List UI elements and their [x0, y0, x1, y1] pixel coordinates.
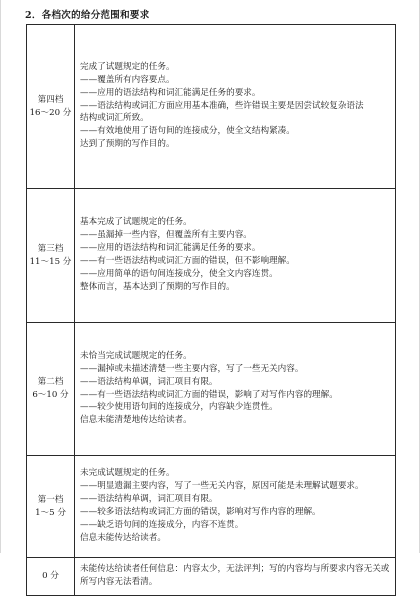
criteria-line: 未完成试题规定的任务。	[80, 468, 175, 479]
table-row	[27, 456, 396, 558]
criteria-line: ——应用的语法结构和词汇能满足任务的要求。	[80, 243, 261, 254]
criteria-line: ——语法结构或词汇方面应用基本准确，些许错误主要是因尝试较复杂语法	[80, 100, 364, 111]
criteria-line: 结构或词汇所致。	[80, 113, 149, 124]
level-name: 0 分	[42, 571, 59, 582]
grading-table	[26, 24, 396, 596]
score-range: 6～10 分	[32, 390, 69, 400]
level-name: 第二档	[37, 377, 64, 388]
criteria-line: ——漏掉或未描述清楚一些主要内容，写了一些无关内容。	[80, 363, 304, 374]
criteria-cell	[75, 456, 396, 558]
section-heading: 2．各档次的给分范围和要求	[25, 10, 150, 21]
criteria-line: ——虽漏掉一些内容，但覆盖所有主要内容。	[80, 230, 252, 241]
level-name: 第一档	[37, 494, 64, 505]
criteria-line: ——应用简单的语句间连接成分，使全文内容连贯。	[80, 268, 278, 279]
table-row	[27, 323, 396, 456]
criteria-line: ——缺乏语句间的连接成分，内容不连贯。	[80, 519, 244, 530]
score-range: 16～20 分	[29, 107, 72, 118]
criteria-cell	[75, 558, 396, 596]
level-name: 第三档	[37, 243, 64, 254]
level-cell	[27, 456, 75, 558]
criteria-line: 完成了试题规定的任务。	[80, 61, 175, 72]
criteria-line: 信息未能传达给读者。	[80, 532, 166, 543]
criteria-line: ——有一些语法结构或词汇方面的错误，影响了对写作内容的理解。	[80, 389, 338, 400]
level-cell	[27, 25, 75, 189]
criteria-line: 基本完成了试题规定的任务。	[80, 217, 192, 228]
table-row	[27, 558, 396, 596]
level-cell	[27, 189, 75, 323]
criteria-line: 信息未能清楚地传达给读者。	[80, 415, 192, 426]
criteria-line: ——覆盖所有内容要点。	[80, 74, 175, 85]
criteria-line: 整体而言，基本达到了预期的写作目的。	[80, 281, 235, 292]
criteria-line: 达到了预期的写作目的。	[80, 139, 175, 150]
criteria-line: ——语法结构单调，词汇项目有限。	[80, 494, 218, 505]
criteria-line: ——有效地使用了语句间的连接成分，使全文结构紧凑。	[80, 126, 295, 137]
criteria-cell	[75, 323, 396, 456]
level-cell	[27, 323, 75, 456]
criteria-line: ——语法结构单调，词汇项目有限。	[80, 376, 218, 387]
criteria-line: ——较少使用语句间的连接成分，内容缺少连贯性。	[80, 402, 278, 413]
score-range: 11～15 分	[29, 256, 72, 267]
criteria-cell	[75, 189, 396, 323]
table-row	[27, 189, 396, 323]
criteria-line: ——有一些语法结构或词汇方面的错误，但不影响理解。	[80, 256, 295, 266]
criteria-line: 未恰当完成试题规定的任务。	[80, 350, 192, 361]
table-row	[27, 25, 396, 189]
criteria-line: ——较多语法结构或词汇方面的错误，影响对写作内容的理解。	[80, 507, 321, 517]
criteria-line: ——明显遗漏主要内容，写了一些无关内容，原因可能是未理解试题要求。	[80, 481, 364, 492]
criteria-line: 未能传达给读者任何信息：内容太少，无法评判；写的内容均与所要求内容无关或所写内容无法看清。	[80, 564, 390, 587]
level-cell	[27, 558, 75, 596]
criteria-cell	[75, 25, 396, 189]
level-name: 第四档	[37, 94, 64, 105]
criteria-line: ——应用的语法结构和词汇能满足任务的要求。	[80, 87, 261, 98]
score-range: 1～5 分	[35, 507, 66, 518]
